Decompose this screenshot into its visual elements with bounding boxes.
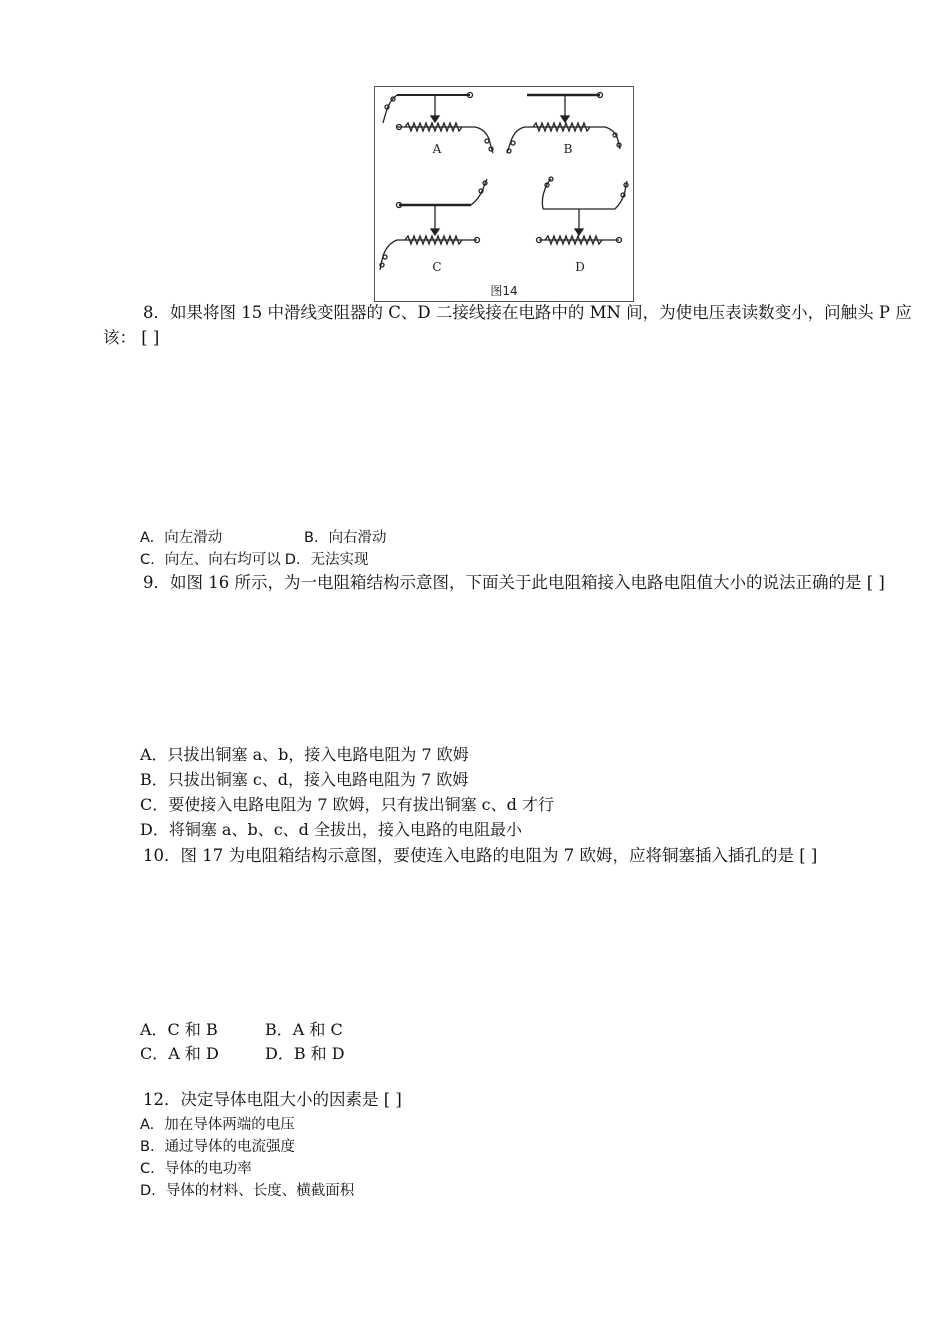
option-text: 向右滑动 <box>328 530 387 546</box>
panel-c-diagram <box>380 179 487 270</box>
figure-caption: 图14 <box>490 284 518 298</box>
option-text: 无法实现 <box>310 552 369 568</box>
panel-label-c: C <box>432 260 442 274</box>
panel-d-diagram <box>537 177 629 244</box>
question-8-options-row2 <box>140 548 369 572</box>
option-text: 导体的材料、长度、横截面积 <box>165 1183 355 1199</box>
question-10-options-row2 <box>140 1042 345 1066</box>
option-text: 通过导体的电流强度 <box>164 1139 296 1155</box>
option-label: D. <box>284 552 301 568</box>
option-text: 向左、向右均可以 <box>164 552 281 568</box>
question-8-options-row1 <box>140 526 387 550</box>
option-text: 向左滑动 <box>164 530 223 546</box>
option-d: D．B 和 D <box>265 1044 345 1063</box>
question-9-option-d: D．将铜塞 a、b、c、d 全拔出，接入电路的电阻最小 <box>140 820 522 839</box>
panel-label-b: B <box>563 142 573 156</box>
question-12-option-c <box>140 1157 252 1181</box>
option-label: B. <box>140 1139 155 1155</box>
question-12-option-a <box>140 1113 295 1137</box>
question-9-stem: 9．如图 16 所示，为一电阻箱结构示意图，下面关于此电阻箱接入电路电阻值大小的说法正确的是 [ ] <box>143 573 885 592</box>
rheostat-diagrams <box>375 87 633 301</box>
question-12-stem: 12．决定导体电阻大小的因素是 [ ] <box>143 1090 402 1109</box>
figure-14 <box>374 86 634 302</box>
question-9-option-b: B．只拔出铜塞 c、d，接入电路电阻为 7 欧姆 <box>140 770 469 789</box>
question-9-option-a: A．只拔出铜塞 a、b，接入电路电阻为 7 欧姆 <box>140 745 469 764</box>
option-label: A. <box>140 530 155 546</box>
question-10-options-row1 <box>140 1018 343 1042</box>
question-12-option-b <box>140 1135 295 1159</box>
option-label: C. <box>140 1161 155 1177</box>
option-label: B. <box>304 530 319 546</box>
option-a: A．C 和 B <box>140 1020 218 1039</box>
option-text: 导体的电功率 <box>164 1161 252 1177</box>
option-text: 加在导体两端的电压 <box>164 1117 295 1133</box>
question-9-option-c: C．要使接入电路电阻为 7 欧姆，只有拔出铜塞 c、d 才行 <box>140 795 554 814</box>
option-label: D. <box>140 1183 156 1199</box>
option-c: C．A 和 D <box>140 1044 219 1063</box>
option-label: C. <box>140 552 155 568</box>
question-10-stem: 10．图 17 为电阻箱结构示意图，要使连入电路的电阻为 7 欧姆，应将铜塞插入插孔的是 [ ] <box>143 846 818 865</box>
question-12-option-d <box>140 1179 354 1203</box>
option-b: B．A 和 C <box>265 1020 343 1039</box>
panel-label-a: A <box>432 142 442 156</box>
option-label: A. <box>140 1117 155 1133</box>
panel-label-d: D <box>575 260 585 274</box>
question-8-stem: 8．如果将图 15 中滑线变阻器的 C、D 二接线接在电路中的 MN 间，为使电压表读数变小，问触头 P 应该： [ ] <box>103 303 912 347</box>
